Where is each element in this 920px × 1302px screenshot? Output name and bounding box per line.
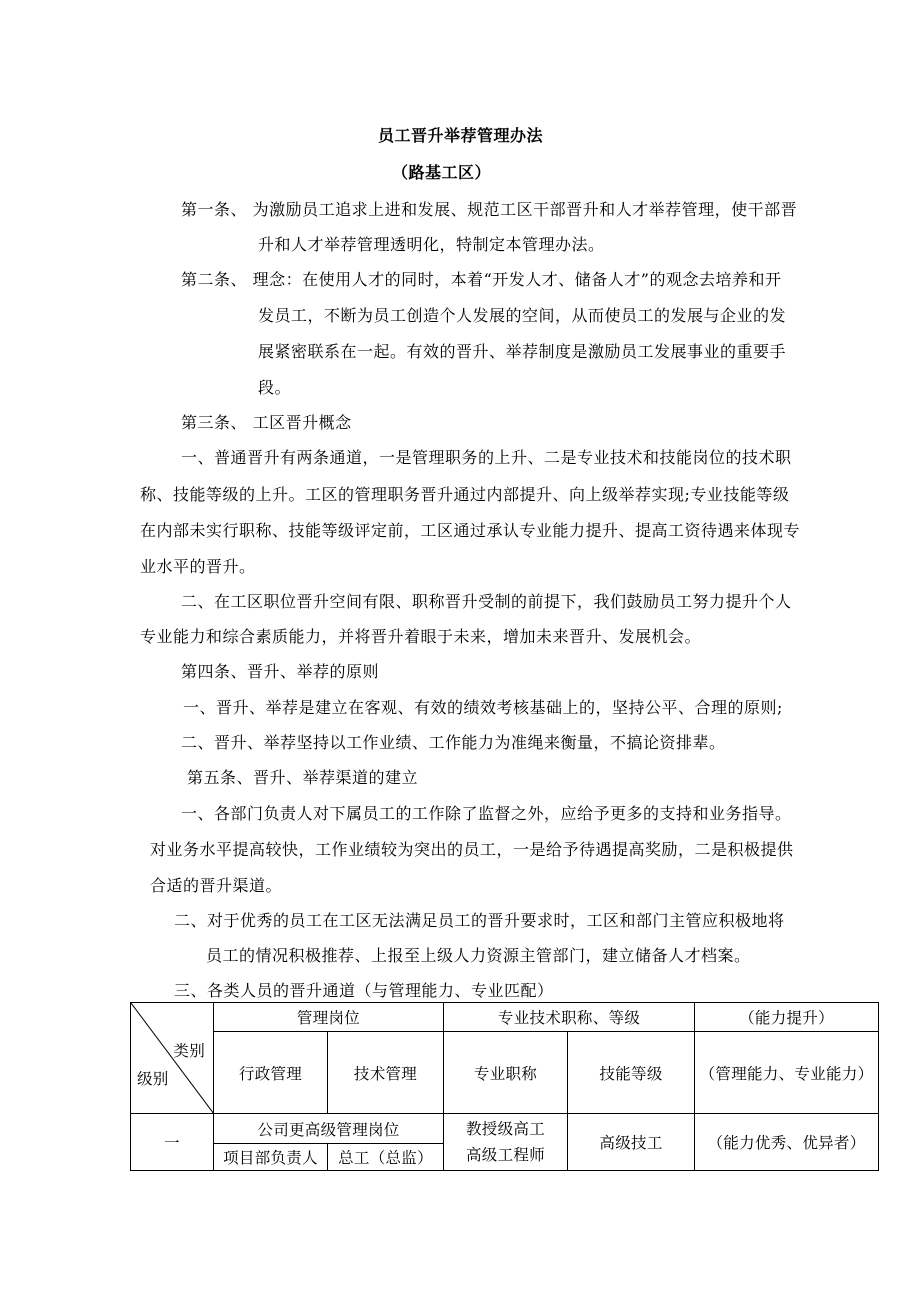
document-title: 员工晋升举荐管理办法	[378, 126, 544, 145]
subheader-ability: （管理能力、专业能力）	[695, 1032, 879, 1114]
subheader-skill-level: 技能等级	[568, 1032, 695, 1114]
corner-level-label: 级别	[137, 1070, 169, 1088]
article-5-heading: 第五条、晋升、举荐渠道的建立	[187, 768, 419, 787]
header-professional-titles: 专业技术职称、等级	[444, 1003, 695, 1032]
corner-category-label: 类别	[173, 1042, 205, 1060]
title-line-1: 教授级高工	[466, 1120, 546, 1138]
article-3-item-2-line-1: 二、在工区职位晋升空间有限、职称晋升受制的前提下，我们鼓励员工努力提升个人	[181, 592, 792, 611]
article-2-line-3: 展紧密联系在一起。有效的晋升、举荐制度是激励员工发展事业的重要手	[258, 342, 787, 361]
article-2-line-1: 第二条、 理念：在使用人才的同时，本着“开发人才、储备人才”的观念去培养和开	[181, 270, 782, 289]
header-ability-improvement: （能力提升）	[695, 1003, 879, 1032]
article-2-line-4: 段。	[258, 378, 292, 397]
cell-tech-post: 总工（总监）	[328, 1144, 444, 1171]
article-4-item-2: 二、晋升、举荐坚持以工作业绩、工作能力为准绳来衡量，不搞论资排辈。	[181, 733, 726, 752]
subheader-tech-management: 技术管理	[328, 1032, 444, 1114]
article-5-item-1-line-3: 合适的晋升渠道。	[150, 876, 283, 895]
article-3-item-1-line-4: 业水平的晋升。	[140, 557, 256, 576]
article-3-item-2-line-2: 专业能力和综合素质能力，并将晋升着眼于未来，增加未来晋升、发展机会。	[140, 627, 702, 646]
title-line-2: 高级工程师	[466, 1146, 546, 1164]
cell-skill-level: 高级技工	[568, 1114, 695, 1171]
article-3-item-1-line-3: 在内部未实行职称、技能等级评定前，工区通过承认专业能力提升、提高工资待遇来体现专	[140, 521, 801, 540]
article-5-item-1-line-2: 对业务水平提高较快，工作业绩较为突出的员工，一是给予待遇提高奖励，二是积极提供	[150, 840, 794, 859]
document-subtitle: （路基工区）	[392, 163, 492, 182]
article-3-item-1-line-1: 一、普通晋升有两条通道，一是管理职务的上升、二是专业技术和技能岗位的技术职	[181, 448, 792, 467]
cell-senior-management: 公司更高级管理岗位	[214, 1114, 444, 1144]
article-5-item-2-line-2: 员工的情况积极推荐、上报至上级人力资源主管部门，建立储备人才档案。	[206, 946, 751, 965]
article-5-item-1-line-1: 一、各部门负责人对下属员工的工作除了监督之外，应给予更多的支持和业务指导。	[181, 804, 792, 823]
row-level-1: 一	[131, 1114, 214, 1171]
subheader-admin-management: 行政管理	[214, 1032, 328, 1114]
cell-admin-post: 项目部负责人	[214, 1144, 328, 1171]
cell-professional-title	[444, 1114, 568, 1171]
article-3-item-1-line-2: 称、技能等级的上升。工区的管理职务晋升通过内部提升、向上级举荐实现;专业技能等级	[140, 485, 790, 504]
table-corner-cell	[131, 1003, 214, 1114]
promotion-channel-table	[130, 1002, 879, 1171]
article-3-heading: 第三条、 工区晋升概念	[181, 413, 352, 432]
article-5-item-3-heading: 三、各类人员的晋升通道（与管理能力、专业匹配）	[174, 981, 554, 1000]
article-4-heading: 第四条、晋升、举荐的原则	[181, 662, 380, 681]
article-1-line-1: 第一条、 为激励员工追求上进和发展、规范工区干部晋升和人才举荐管理，使干部晋	[181, 200, 798, 219]
cell-ability: （能力优秀、优异者）	[695, 1114, 879, 1171]
article-2-line-2: 发员工，不断为员工创造个人发展的空间，从而使员工的发展与企业的发	[258, 306, 787, 325]
article-4-item-1: 一、晋升、举荐是建立在客观、有效的绩效考核基础上的，坚持公平、合理的原则;	[183, 698, 783, 717]
article-1-line-2: 升和人才举荐管理透明化，特制定本管理办法。	[258, 235, 605, 254]
article-5-item-2-line-1: 二、对于优秀的员工在工区无法满足员工的晋升要求时，工区和部门主管应积极地将	[174, 911, 785, 930]
header-management-posts: 管理岗位	[214, 1003, 444, 1032]
subheader-professional-title: 专业职称	[444, 1032, 568, 1114]
